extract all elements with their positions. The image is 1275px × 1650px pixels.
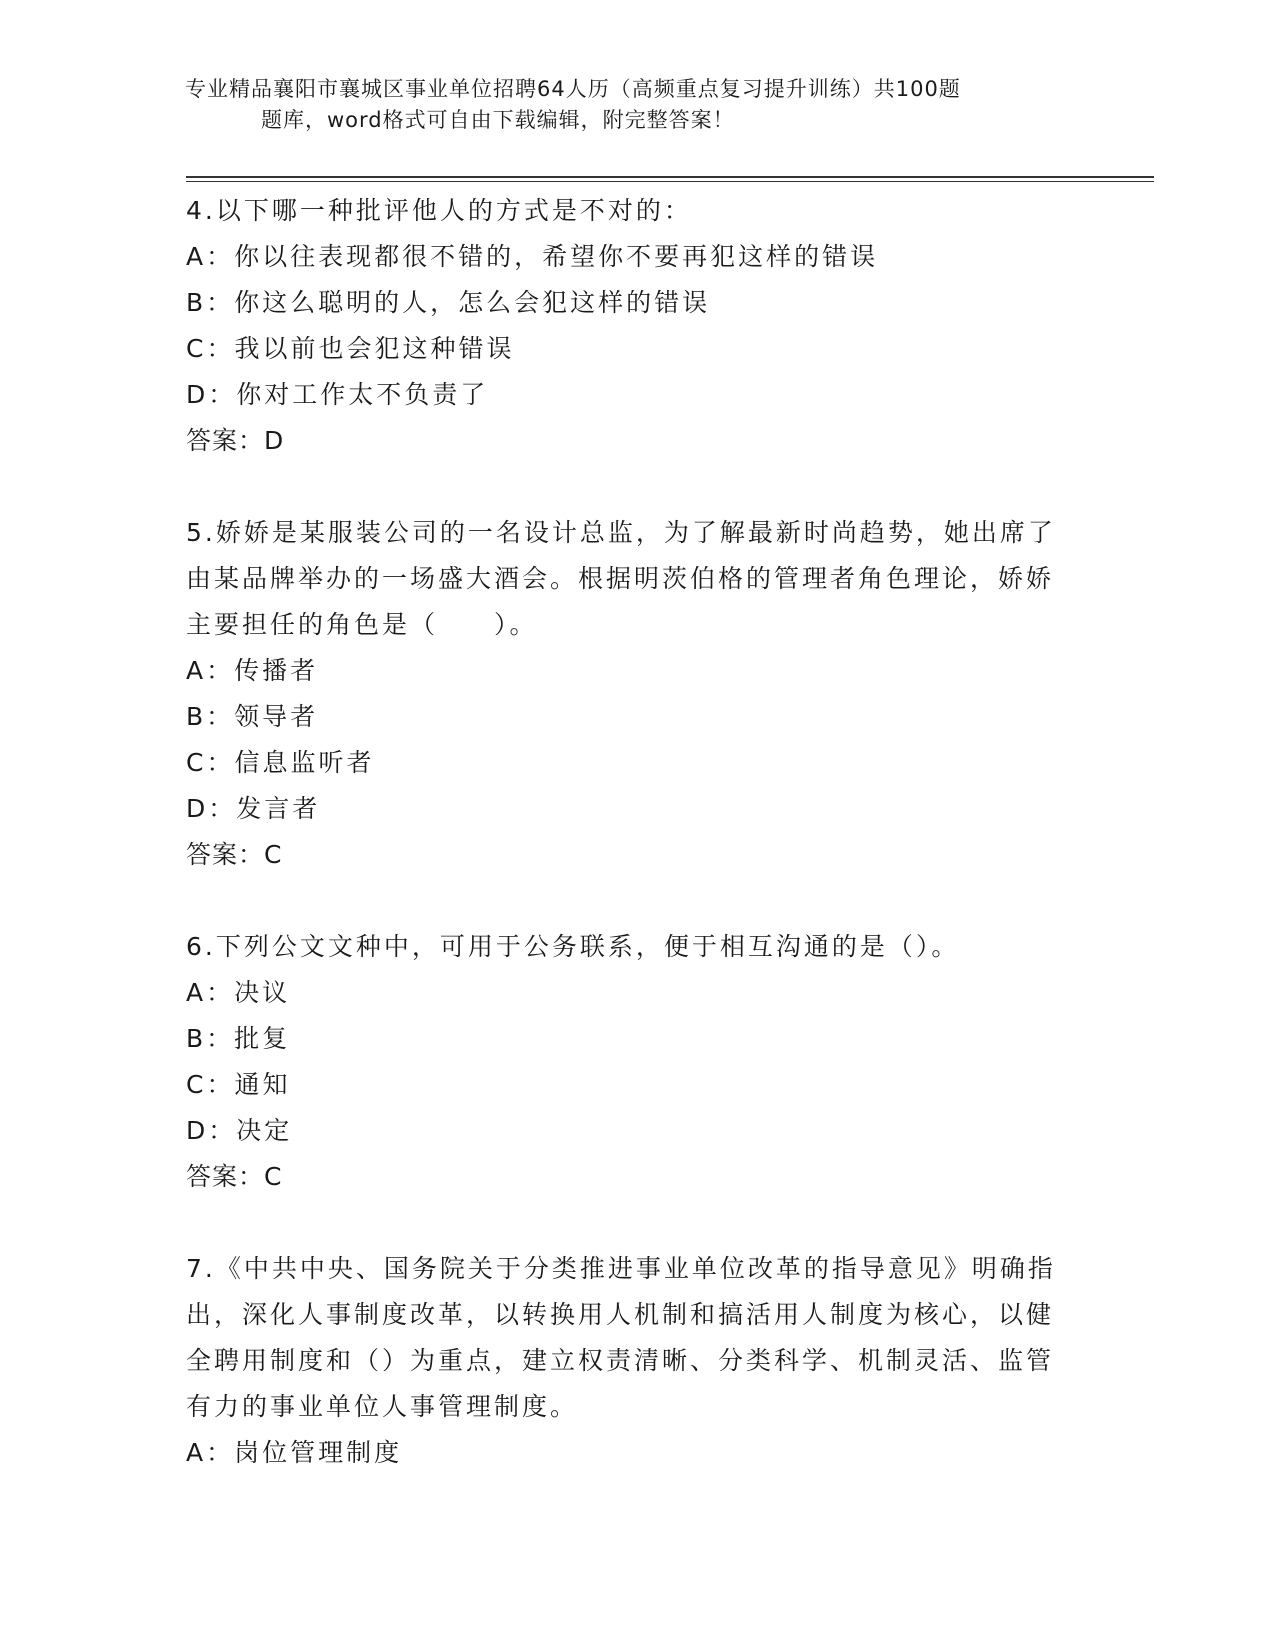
question-stem: 7.《中共中央、国务院关于分类推进事业单位改革的指导意见》明确指出，深化人事制度改革，以转换用人机制和搞活用人制度为核心，以健全聘用制度和（）为重点，建立权责清晰、分类科学、机制灵活、监管有力的事业单位人事管理制度。: [186, 1254, 1056, 1421]
option-d: D：你对工作太不负责了: [186, 380, 489, 409]
question-5: [186, 510, 1066, 878]
header-divider-thin: [186, 181, 1154, 182]
header-line-1: 专业精品襄阳市襄城区事业单位招聘64人历（高频重点复习提升训练）共100题: [185, 77, 961, 101]
header-divider-thick: [186, 176, 1154, 178]
spacer: [186, 1200, 1066, 1246]
answer-label: 答案：D: [186, 426, 285, 455]
question-7: [186, 1246, 1066, 1476]
spacer: [186, 878, 1066, 924]
question-stem: 4.以下哪一种批评他人的方式是不对的：: [186, 196, 692, 225]
answer-label: 答案：C: [186, 840, 283, 869]
document-header: [185, 74, 1085, 136]
question-6: [186, 924, 1066, 1200]
header-line-2: 题库，word格式可自由下载编辑，附完整答案！: [261, 108, 735, 132]
option-a: A：你以往表现都很不错的，希望你不要再犯这样的错误: [186, 242, 879, 271]
answer-label: 答案：C: [186, 1162, 283, 1191]
option-b: B：领导者: [186, 702, 319, 731]
option-a: A：岗位管理制度: [186, 1438, 403, 1467]
option-d: D：发言者: [186, 794, 321, 823]
spacer: [186, 464, 1066, 510]
option-a: A：决议: [186, 978, 291, 1007]
option-d: D：决定: [186, 1116, 293, 1145]
option-b: B：批复: [186, 1024, 291, 1053]
option-a: A：传播者: [186, 656, 319, 685]
question-stem: 6.下列公文文种中，可用于公务联系，便于相互沟通的是（）。: [186, 932, 960, 961]
question-list: [186, 188, 1066, 1476]
question-stem: 5.娇娇是某服装公司的一名设计总监，为了解最新时尚趋势，她出席了由某品牌举办的一场盛大酒会。根据明茨伯格的管理者角色理论，娇娇主要担任的角色是（ ）。: [186, 518, 1056, 639]
option-c: C：信息监听者: [186, 748, 375, 777]
option-c: C：我以前也会犯这种错误: [186, 334, 515, 363]
question-4: [186, 188, 1066, 464]
option-c: C：通知: [186, 1070, 291, 1099]
option-b: B：你这么聪明的人，怎么会犯这样的错误: [186, 288, 711, 317]
